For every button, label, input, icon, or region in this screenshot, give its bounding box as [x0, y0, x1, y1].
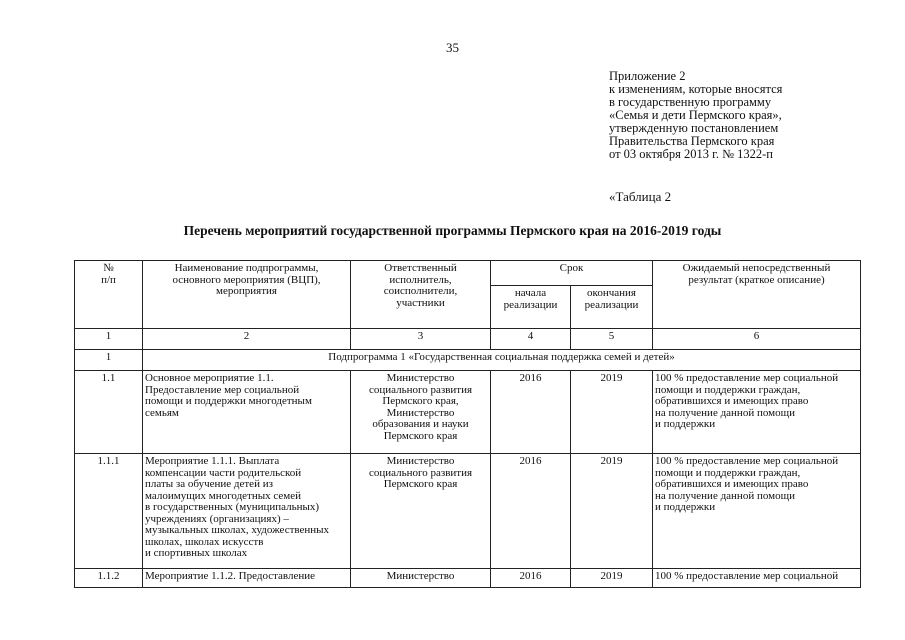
- column-number: 6: [653, 329, 861, 350]
- document-title: Перечень мероприятий государственной программы Пермского края на 2016-2019 годы: [183, 223, 722, 238]
- header-row: [75, 261, 861, 286]
- row-name: Основное мероприятие 1.1. Предоставление мер социальной помощи и поддержки многодетным семьям: [143, 371, 351, 454]
- header-term: Срок: [491, 261, 653, 286]
- column-number: 5: [571, 329, 653, 350]
- header-result: Ожидаемый непосредственный результат (краткое описание): [653, 261, 861, 329]
- subprogram-row: [75, 350, 861, 371]
- appendix-line: в государственную программу: [609, 95, 772, 109]
- table-row: [75, 371, 861, 454]
- row-executor: Министерство социального развития Пермского края: [351, 454, 491, 569]
- appendix-block: [609, 70, 782, 161]
- row-start: 2016: [491, 371, 571, 454]
- header-executor: Ответственный исполнитель, соисполнители, участники: [351, 261, 491, 329]
- appendix-line: Правительства Пермского края: [609, 134, 775, 148]
- measures-table: [74, 260, 861, 588]
- row-start: 2016: [491, 454, 571, 569]
- table-row: [75, 569, 861, 588]
- row-num: 1.1.1: [75, 454, 143, 569]
- column-number: 2: [143, 329, 351, 350]
- subprogram-title: Подпрограмма 1 «Государственная социальная поддержка семей и детей»: [143, 350, 861, 371]
- row-num: 1.1: [75, 371, 143, 454]
- subprogram-num: 1: [75, 350, 143, 371]
- appendix-line: Приложение 2: [609, 69, 686, 83]
- row-end: 2019: [571, 454, 653, 569]
- row-end: 2019: [571, 371, 653, 454]
- page-number: 35: [446, 40, 459, 55]
- row-name: Мероприятие 1.1.2. Предоставление: [143, 569, 351, 588]
- header-num: № п/п: [75, 261, 143, 329]
- header-name: Наименование подпрограммы, основного мероприятия (ВЦП), мероприятия: [143, 261, 351, 329]
- header-start: начала реализации: [491, 286, 571, 329]
- table-row: [75, 454, 861, 569]
- row-end: 2019: [571, 569, 653, 588]
- row-name: Мероприятие 1.1.1. Выплата компенсации части родительской платы за обучение детей из малоимущих многодетных семей в государственных (муниципальных) учреждениях (организациях) – музыкальных школах, художественных школах, школах искусств и спортивных школах: [143, 454, 351, 569]
- row-result: 100 % предоставление мер социальной помощи и поддержки граждан, обратившихся и имеющих право на получение данной помощи и поддержки: [653, 371, 861, 454]
- column-number: 4: [491, 329, 571, 350]
- row-start: 2016: [491, 569, 571, 588]
- row-result: 100 % предоставление мер социальной помощи и поддержки граждан, обратившихся и имеющих право на получение данной помощи и поддержки: [653, 454, 861, 569]
- table-label: «Таблица 2: [609, 189, 672, 204]
- appendix-line: утвержденную постановлением: [609, 121, 779, 135]
- row-num: 1.1.2: [75, 569, 143, 588]
- column-numbers-row: [75, 329, 861, 350]
- appendix-line: к изменениям, которые вносятся: [609, 82, 783, 96]
- header-end: окончания реализации: [571, 286, 653, 329]
- appendix-line: «Семья и дети Пермского края»,: [609, 108, 782, 122]
- appendix-line: от 03 октября 2013 г. № 1322-п: [609, 147, 773, 161]
- column-number: 1: [75, 329, 143, 350]
- row-executor: Министерство: [351, 569, 491, 588]
- row-result: 100 % предоставление мер социальной: [653, 569, 861, 588]
- column-number: 3: [351, 329, 491, 350]
- row-executor: Министерство социального развития Пермского края, Министерство образования и науки Пермского края: [351, 371, 491, 454]
